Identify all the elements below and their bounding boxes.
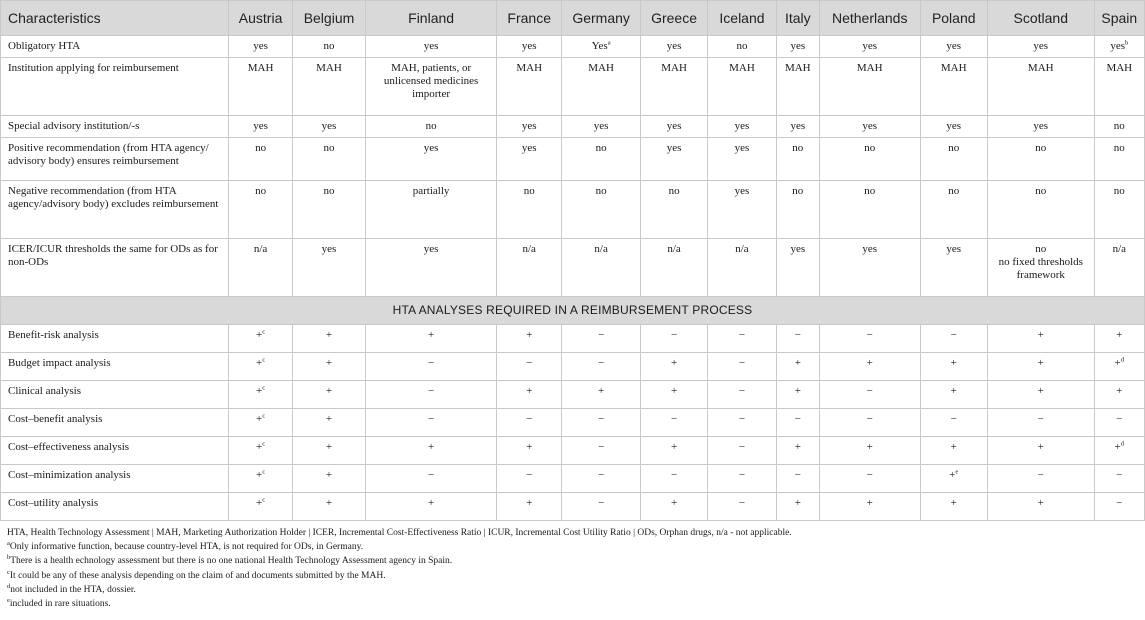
table-cell: MAH (292, 58, 365, 116)
table-cell: no (776, 181, 819, 239)
table-cell: yes (366, 239, 497, 297)
footnote-text: There is a health echnology assessment but there is no one national Health Technology Assessment agency in Spain. (10, 556, 453, 567)
cell-value: + (256, 469, 263, 481)
table-cell: + (987, 325, 1094, 353)
footnote (7, 526, 1145, 540)
table-cell: + (497, 381, 562, 409)
table-cell: yes (292, 116, 365, 138)
table-cell: MAH (987, 58, 1094, 116)
footnote-marker: e (955, 468, 959, 476)
footnote-text: It could be any of these analysis depending on the claim of and documents submitted by the MAH. (9, 570, 386, 581)
table-cell: − (497, 409, 562, 437)
row-label: Cost–minimization analysis (1, 465, 229, 493)
table-cell (1094, 353, 1144, 381)
table-cell: partially (366, 181, 497, 239)
table-cell: − (640, 409, 707, 437)
table-cell: + (292, 409, 365, 437)
table-cell: yes (987, 116, 1094, 138)
table-cell: + (987, 437, 1094, 465)
table-cell (229, 409, 292, 437)
table-cell: − (366, 409, 497, 437)
table-cell: − (819, 325, 920, 353)
row-label: Cost–utility analysis (1, 493, 229, 521)
section-row (1, 297, 1145, 325)
footnote-marker: b (7, 554, 11, 562)
cell-value: + (256, 413, 263, 425)
cell-value: + (256, 357, 263, 369)
table-cell: − (987, 409, 1094, 437)
table-cell: + (819, 493, 920, 521)
cell-value: + (256, 385, 263, 397)
table-cell: + (776, 353, 819, 381)
row-label: Negative recommendation (from HTA agency/advisory body) excludes reimbursement (1, 181, 229, 239)
table-row (1, 181, 1145, 239)
table-cell (229, 325, 292, 353)
table-cell: no (920, 181, 987, 239)
table-cell: + (292, 465, 365, 493)
table-cell: yes (819, 116, 920, 138)
table-cell: n/a (708, 239, 776, 297)
table-cell: yes (366, 36, 497, 58)
cell-line: no (1035, 243, 1047, 255)
table-cell: + (1094, 325, 1144, 353)
row-label: Budget impact analysis (1, 353, 229, 381)
table-cell: yes (229, 36, 292, 58)
table-cell: + (819, 437, 920, 465)
table-cell: + (366, 437, 497, 465)
table-row (1, 437, 1145, 465)
table-cell (987, 239, 1094, 297)
table-cell: no (292, 36, 365, 58)
table-cell (920, 465, 987, 493)
table-cell (229, 493, 292, 521)
table-cell: no (1094, 138, 1144, 181)
table-cell: yes (776, 116, 819, 138)
footnote-text: included in rare situations. (9, 599, 111, 610)
table-cell: yes (640, 116, 707, 138)
footnote-text: not included in the HTA, dossier. (10, 584, 136, 595)
cell-value: + (256, 329, 263, 341)
table-cell: + (292, 437, 365, 465)
table-cell: − (497, 353, 562, 381)
table-cell: − (640, 325, 707, 353)
table-cell: MAH (640, 58, 707, 116)
table-cell: + (920, 381, 987, 409)
footnote-marker: a (7, 540, 10, 548)
table-cell: + (776, 493, 819, 521)
column-header-belgium: Belgium (292, 1, 365, 36)
table-cell: + (920, 353, 987, 381)
table-cell: − (776, 465, 819, 493)
table-cell: no (562, 138, 640, 181)
cell-value: + (949, 469, 956, 481)
table-cell: + (640, 353, 707, 381)
footnote-marker: c (262, 356, 266, 364)
table-cell: no (1094, 181, 1144, 239)
column-header-scotland: Scotland (987, 1, 1094, 36)
header-row (1, 1, 1145, 36)
table-cell: − (1094, 409, 1144, 437)
table-cell: yes (229, 116, 292, 138)
table-cell: yes (920, 239, 987, 297)
table-row (1, 138, 1145, 181)
table-cell (229, 381, 292, 409)
table-footnotes (0, 521, 1145, 611)
footnote-marker: c (262, 412, 266, 420)
table-cell: yes (497, 116, 562, 138)
table-cell: + (497, 493, 562, 521)
table-cell: yes (562, 116, 640, 138)
table-cell: − (708, 353, 776, 381)
table-cell: MAH (920, 58, 987, 116)
table-cell: + (292, 381, 365, 409)
table-cell: yes (708, 138, 776, 181)
section-body (1, 297, 1145, 325)
table-cell: yes (640, 36, 707, 58)
table-cell: + (920, 437, 987, 465)
table-cell: n/a (1094, 239, 1144, 297)
table-cell: + (640, 493, 707, 521)
table-cell: − (640, 465, 707, 493)
table-cell (1094, 36, 1144, 58)
footnote-marker: e (7, 596, 10, 604)
footnote (7, 583, 1145, 597)
row-label: ICER/ICUR thresholds the same for ODs as for non-ODs (1, 239, 229, 297)
table-cell: + (1094, 381, 1144, 409)
table-cell: MAH (1094, 58, 1144, 116)
table-cell: yes (987, 36, 1094, 58)
cell-value: yes (1110, 40, 1125, 52)
table-cell: no (819, 181, 920, 239)
footnote (7, 597, 1145, 611)
table-cell: no (497, 181, 562, 239)
table-cell: n/a (229, 239, 292, 297)
table-cell: − (562, 353, 640, 381)
footnote (7, 554, 1145, 568)
row-label: Obligatory HTA (1, 36, 229, 58)
table-cell: yes (366, 138, 497, 181)
table-cell: − (562, 437, 640, 465)
table-row (1, 381, 1145, 409)
table-cell: − (562, 325, 640, 353)
table-cell: + (987, 493, 1094, 521)
table-cell: − (708, 381, 776, 409)
table-cell: no (229, 138, 292, 181)
table-cell: − (708, 437, 776, 465)
table-cell: − (819, 409, 920, 437)
table-cell: + (819, 353, 920, 381)
table-cell: + (366, 493, 497, 521)
table-cell: − (366, 465, 497, 493)
cell-value: + (256, 441, 263, 453)
table-cell: − (920, 409, 987, 437)
table-cell: yes (497, 36, 562, 58)
footnote-marker: c (262, 328, 266, 336)
footnote-text: HTA, Health Technology Assessment | MAH, Marketing Authorization Holder | ICER, Incremental Cost-Effectiveness Ratio | ICUR, Incremental Cost Utility Ratio | ODs, Orphan drugs, n/a - not applicable. (7, 528, 792, 538)
table-cell: − (708, 409, 776, 437)
table-cell: + (987, 353, 1094, 381)
row-label: Clinical analysis (1, 381, 229, 409)
table-cell: yes (776, 36, 819, 58)
cell-value: + (1114, 441, 1121, 453)
table-cell: + (640, 437, 707, 465)
table-cell: no (987, 181, 1094, 239)
table-cell: + (987, 381, 1094, 409)
characteristics-body (1, 36, 1145, 297)
column-header-netherlands: Netherlands (819, 1, 920, 36)
table-cell: − (708, 493, 776, 521)
analyses-body (1, 325, 1145, 521)
footnote-marker: c (262, 496, 266, 504)
footnote-marker: d (7, 582, 11, 590)
table-cell: MAH (229, 58, 292, 116)
column-header-poland: Poland (920, 1, 987, 36)
table-cell: + (292, 325, 365, 353)
table-cell: no (920, 138, 987, 181)
table-cell (562, 36, 640, 58)
table-cell: + (920, 493, 987, 521)
table-cell: yes (497, 138, 562, 181)
table-cell: no (819, 138, 920, 181)
table-cell: + (640, 381, 707, 409)
table-cell (229, 437, 292, 465)
table-cell: − (1094, 493, 1144, 521)
table-cell: n/a (640, 239, 707, 297)
table-cell: − (562, 465, 640, 493)
table-cell: no (987, 138, 1094, 181)
table-cell: + (776, 381, 819, 409)
table-cell: − (366, 381, 497, 409)
table-cell: + (292, 493, 365, 521)
footnote-marker: c (262, 468, 266, 476)
table-cell: + (497, 325, 562, 353)
table-cell: − (562, 493, 640, 521)
table-row (1, 116, 1145, 138)
table-cell: no (776, 138, 819, 181)
table-cell: − (819, 465, 920, 493)
table-cell: − (562, 409, 640, 437)
table-cell: no (640, 181, 707, 239)
column-header-greece: Greece (640, 1, 707, 36)
table-row (1, 36, 1145, 58)
table-cell: yes (708, 116, 776, 138)
footnote-marker: d (1120, 356, 1125, 364)
table-cell: no (292, 138, 365, 181)
column-header-germany: Germany (562, 1, 640, 36)
table-row (1, 239, 1145, 297)
table-cell: MAH (708, 58, 776, 116)
table-cell: yes (920, 36, 987, 58)
footnote (7, 540, 1145, 554)
footnote-marker: b (1125, 39, 1129, 47)
table-cell: yes (819, 239, 920, 297)
table-cell: yes (920, 116, 987, 138)
footnote-marker: c (262, 384, 266, 392)
row-label: Positive recommendation (from HTA agency/ advisory body) ensures reimbursement (1, 138, 229, 181)
cell-value: + (1114, 357, 1121, 369)
table-cell: + (292, 353, 365, 381)
column-header-characteristics: Characteristics (1, 1, 229, 36)
table-cell: no (366, 116, 497, 138)
table-cell: yes (640, 138, 707, 181)
table-cell: − (497, 465, 562, 493)
row-label: Institution applying for reimbursement (1, 58, 229, 116)
table-cell: MAH (497, 58, 562, 116)
cell-value: Yes (591, 40, 608, 52)
table-cell: + (776, 437, 819, 465)
table-cell: − (987, 465, 1094, 493)
footnote-marker: a (607, 39, 611, 47)
table-cell (229, 353, 292, 381)
table-cell: − (776, 409, 819, 437)
table-row (1, 353, 1145, 381)
table-cell: + (497, 437, 562, 465)
table-cell: MAH, patients, or unlicensed medicines importer (366, 58, 497, 116)
table-cell: MAH (819, 58, 920, 116)
row-label: Cost–effectiveness analysis (1, 437, 229, 465)
table-cell: yes (819, 36, 920, 58)
table-row (1, 493, 1145, 521)
row-label: Cost–benefit analysis (1, 409, 229, 437)
table-cell: no (562, 181, 640, 239)
table-cell: − (920, 325, 987, 353)
table-cell: − (366, 353, 497, 381)
column-header-italy: Italy (776, 1, 819, 36)
table-cell: − (776, 325, 819, 353)
table-cell: + (366, 325, 497, 353)
table-cell: n/a (562, 239, 640, 297)
table-cell: no (229, 181, 292, 239)
table-cell: yes (708, 181, 776, 239)
table-cell: no (1094, 116, 1144, 138)
table-cell: no (292, 181, 365, 239)
column-header-france: France (497, 1, 562, 36)
table-row (1, 465, 1145, 493)
table-cell: − (708, 325, 776, 353)
table-row (1, 325, 1145, 353)
table-cell: MAH (776, 58, 819, 116)
table-cell (1094, 437, 1144, 465)
footnote-marker: d (1120, 440, 1125, 448)
table-cell: MAH (562, 58, 640, 116)
cell-line: no fixed thresholds framework (998, 256, 1083, 281)
table-cell: − (819, 381, 920, 409)
table-cell: yes (776, 239, 819, 297)
table-cell: yes (292, 239, 365, 297)
footnote-text: Only informative function, because country-level HTA, is not required for ODs, in Germany. (9, 542, 364, 553)
table-cell: − (1094, 465, 1144, 493)
table-cell: + (562, 381, 640, 409)
cell-value: + (256, 497, 263, 509)
footnote-marker: c (262, 440, 266, 448)
table-cell: no (708, 36, 776, 58)
column-header-iceland: Iceland (708, 1, 776, 36)
row-label: Special advisory institution/-s (1, 116, 229, 138)
section-title: HTA ANALYSES REQUIRED IN A REIMBURSEMENT PROCESS (1, 297, 1145, 325)
table-row (1, 58, 1145, 116)
footnote-marker: c (7, 568, 10, 576)
table-cell (229, 465, 292, 493)
column-header-finland: Finland (366, 1, 497, 36)
table-row (1, 409, 1145, 437)
table-cell: n/a (497, 239, 562, 297)
row-label: Benefit-risk analysis (1, 325, 229, 353)
column-header-spain: Spain (1094, 1, 1144, 36)
column-header-austria: Austria (229, 1, 292, 36)
footnote (7, 569, 1145, 583)
table-cell: − (708, 465, 776, 493)
